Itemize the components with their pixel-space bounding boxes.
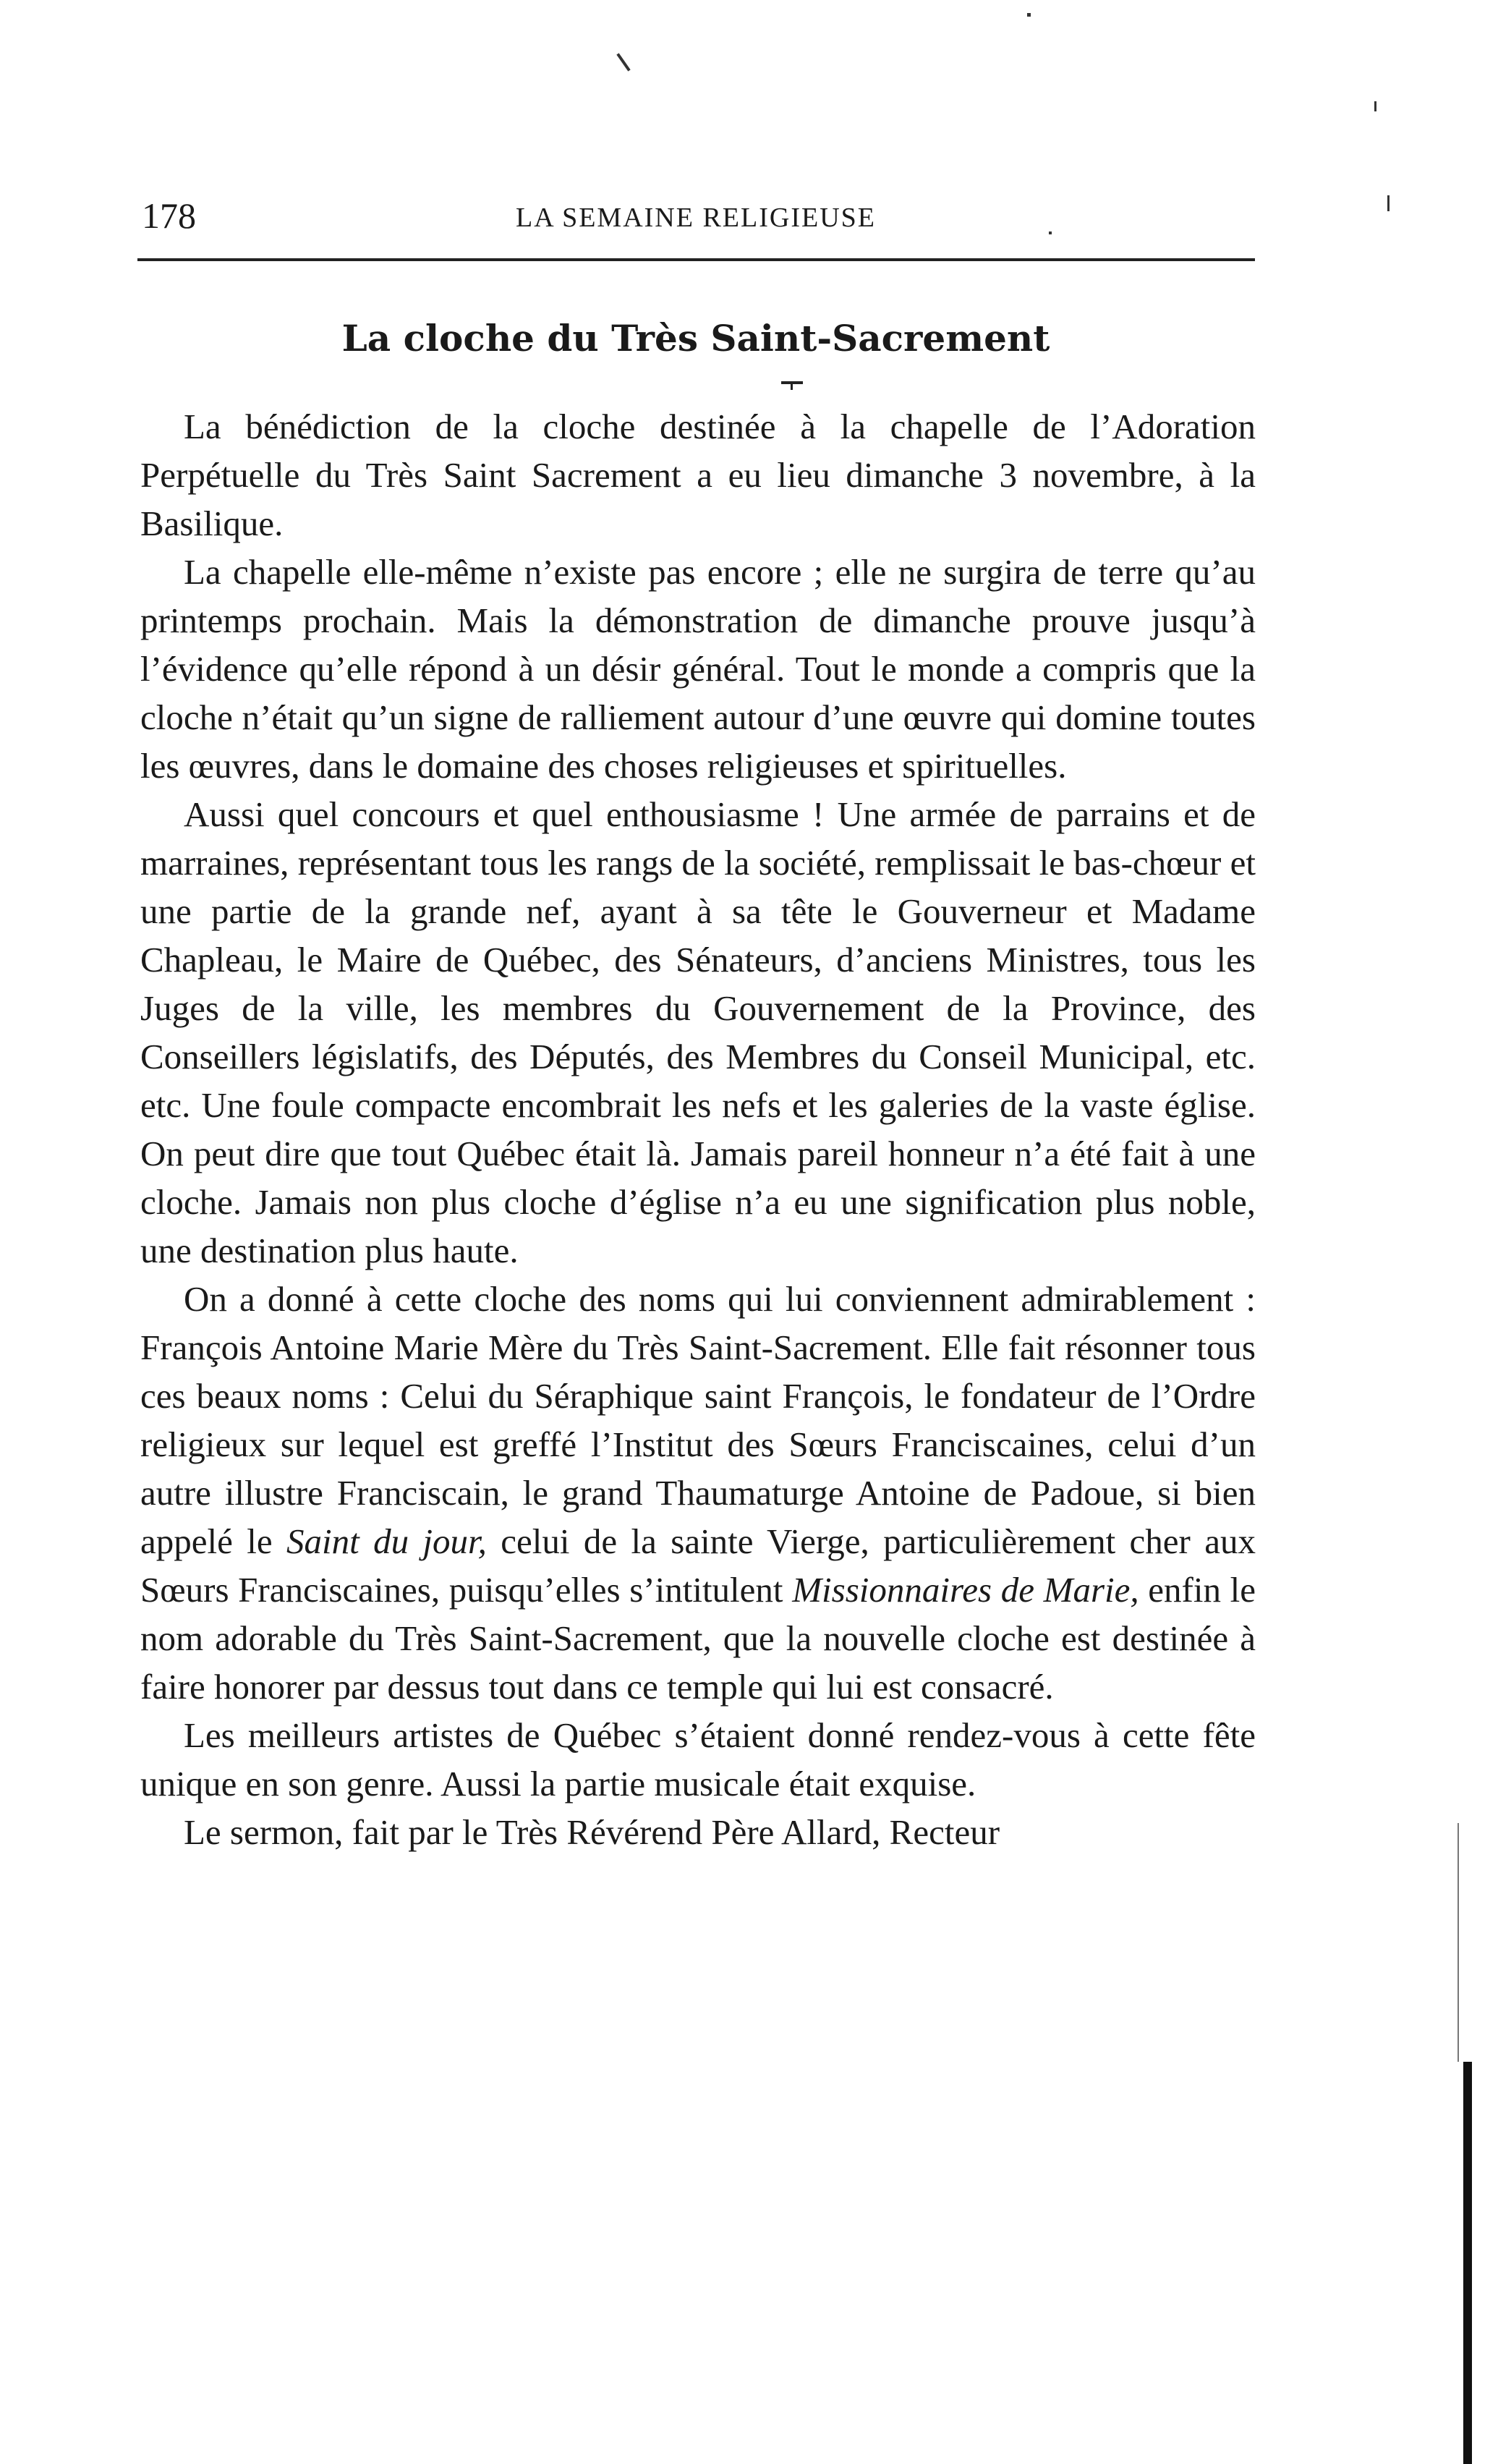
- title-ornament: [781, 381, 803, 384]
- scan-speck: [1049, 231, 1052, 234]
- scan-speck: [1374, 101, 1376, 111]
- paragraph-4-end: enfin le nom adorable du Très Saint-Sacrement, que la nouvelle cloche est destinée à faire honorer par dessus tout dans ce temple qui lui est consacré.: [140, 1570, 1256, 1707]
- scan-speck: [1387, 195, 1390, 211]
- header-rule: [137, 258, 1255, 261]
- italic-saint-du-jour: Saint du jour,: [286, 1521, 487, 1561]
- paragraph-6: Le sermon, fait par le Très Révérend Père Allard, Recteur: [184, 1812, 1000, 1852]
- scan-speck: [616, 53, 630, 71]
- scan-edge-shadow: [1463, 2062, 1472, 2464]
- article-body: [140, 402, 1256, 1856]
- article-title: La cloche du Très Saint-Sacrement: [341, 317, 1050, 360]
- paragraph-1: La bénédiction de la cloche destinée à la chapelle de l’Adoration Perpétuelle du Très Saint Sacrement a eu lieu dimanche 3 novembre, à la Basilique.: [140, 407, 1256, 543]
- paragraph-2: La chapelle elle-même n’existe pas encore ; elle ne surgira de terre qu’au printemps prochain. Mais la démonstration de dimanche prouve jusqu’à l’évidence qu’elle répond à un désir général. Tout le monde a compris que la cloche n’était qu’un signe de ralliement autour d’une œuvre qui domine toutes les œuvres, dans le domaine des choses religieuses et spirituelles.: [140, 552, 1256, 786]
- paragraph-4: [140, 1275, 1256, 1711]
- scan-edge-line: [1457, 1823, 1459, 2062]
- scan-speck: [1027, 13, 1031, 17]
- page-number: 178: [142, 195, 196, 236]
- paragraph-3: Aussi quel concours et quel enthousiasme ! Une armée de parrains et de marraines, représentant tous les rangs de la société, remplissait le bas-chœur et une partie de la grande nef, ayant à sa tête le Gouverneur et Madame Chapleau, le Maire de Québec, des Sénateurs, d’anciens Ministres, tous les Juges de la ville, les membres du Gouvernement de la Province, des Conseillers législatifs, des Députés, des Membres du Conseil Municipal, etc. etc. Une foule compacte encombrait les nefs et les galeries de la vaste église. On peut dire que tout Québec était là. Jamais pareil honneur n’a été fait à une cloche. Jamais non plus cloche d’église n’a eu une signification plus noble, une destination plus haute.: [140, 794, 1256, 1270]
- paragraph-5: Les meilleurs artistes de Québec s’étaient donné rendez-vous à cette fête unique en son genre. Aussi la partie musicale était exquise.: [140, 1715, 1256, 1804]
- paragraph-4-middle: celui de la sainte Vierge, particulièrement cher aux Sœurs Franciscaines, puisqu’elles s’intitulent: [140, 1521, 1256, 1610]
- page-header: [132, 194, 1260, 245]
- running-head: LA SEMAINE RELIGIEUSE: [516, 203, 876, 233]
- paragraph-4-start: On a donné à cette cloche des noms qui lui conviennent admirablement : François Antoine Marie Mère du Très Saint-Sacrement. Elle fait résonner tous ces beaux noms : Celui du Séraphique saint François, le fondateur de l’Ordre religieux sur lequel est greffé l’Institut des Sœurs Franciscaines, celui d’un autre illustre Franciscain, le grand Thaumaturge Antoine de Padoue, si bien appelé le: [140, 1279, 1256, 1561]
- italic-missionnaires: Missionnaires de Marie,: [792, 1570, 1139, 1610]
